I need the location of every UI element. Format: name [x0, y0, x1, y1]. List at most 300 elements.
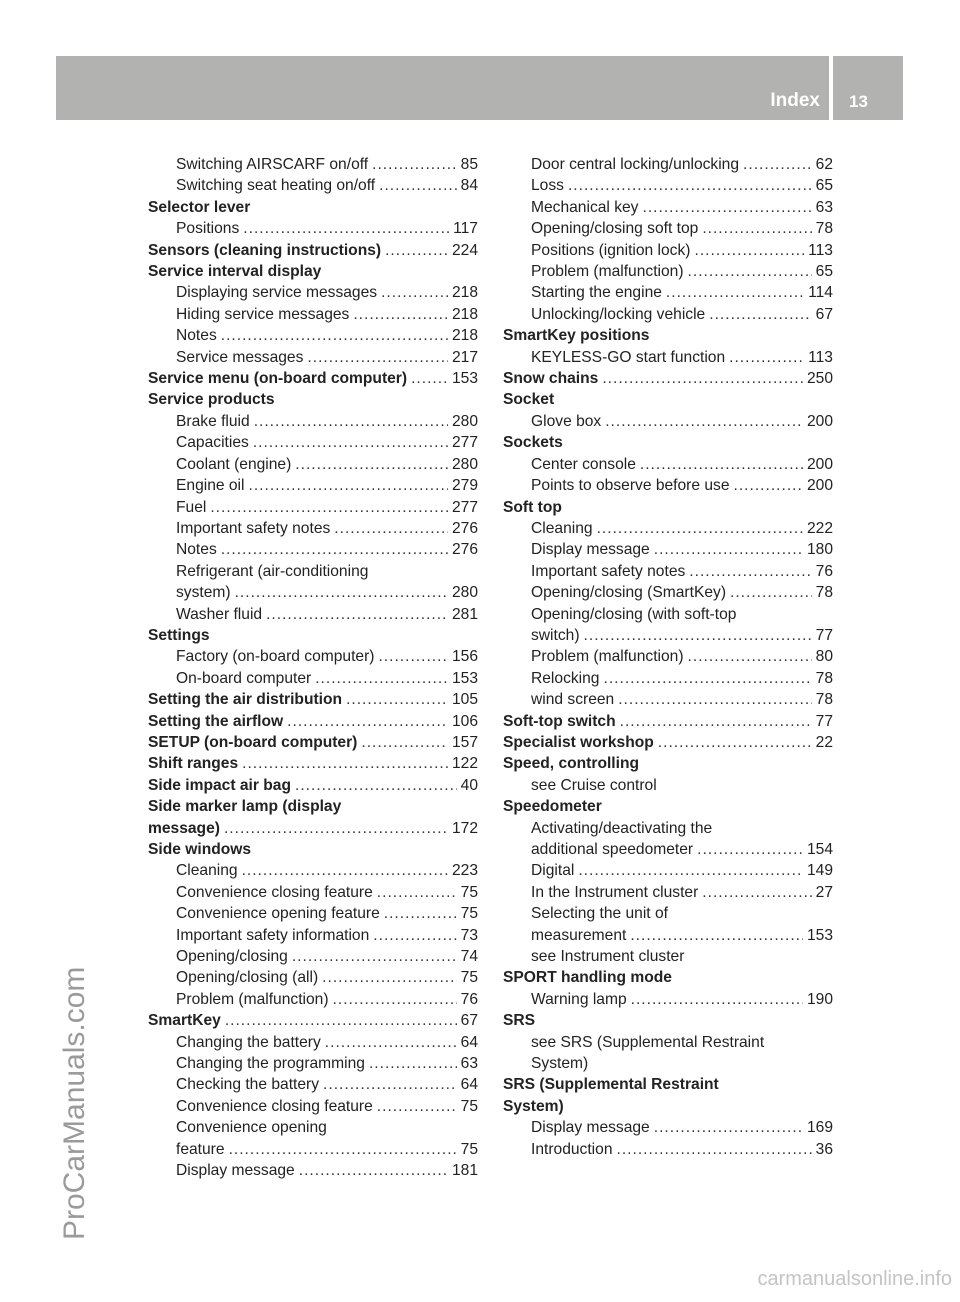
index-heading-entry [503, 1096, 833, 1117]
index-subentry [503, 668, 833, 689]
dot-leader [702, 882, 811, 903]
index-term: Opening/closing soft top [531, 220, 699, 238]
index-term: measurement [531, 926, 627, 944]
page-reference: 67 [815, 305, 833, 323]
dot-leader [584, 625, 812, 646]
index-subentry [148, 1096, 478, 1117]
index-term: Selector lever [148, 198, 251, 216]
page-reference: 223 [451, 862, 478, 880]
index-subentry [503, 218, 833, 239]
index-heading-entry [148, 625, 478, 646]
dot-leader [385, 240, 448, 261]
dot-leader [377, 1096, 457, 1117]
index-subentry [503, 261, 833, 282]
index-term: In the Instrument cluster [531, 883, 699, 901]
dot-leader [287, 711, 448, 732]
index-subentry [148, 860, 478, 881]
index-subentry [503, 882, 833, 903]
dot-leader [378, 646, 448, 667]
page-reference: 114 [808, 284, 833, 302]
page-reference: 63 [460, 1055, 478, 1073]
index-term: Displaying service messages [176, 284, 378, 302]
index-subentry [148, 282, 478, 303]
index-term: system) [176, 584, 231, 602]
index-term: wind screen [531, 691, 615, 709]
index-term: Convenience closing feature [176, 883, 373, 901]
index-subentry [148, 325, 478, 346]
index-term: Display message [176, 1162, 295, 1180]
index-subentry [503, 454, 833, 475]
index-term: additional speedometer [531, 841, 694, 858]
index-subentry [503, 1053, 833, 1074]
dot-leader [254, 411, 448, 432]
index-subentry [148, 539, 478, 560]
index-heading-entry [148, 1010, 478, 1031]
page-reference: 75 [460, 969, 478, 987]
page-reference: 222 [806, 519, 833, 537]
dot-leader [379, 175, 457, 196]
page-reference: 117 [453, 220, 478, 238]
page-reference: 78 [815, 584, 833, 602]
index-term: Selecting the unit of [531, 905, 668, 923]
index-term: Opening/closing (with soft-top [531, 605, 737, 623]
index-term: Glove box [531, 412, 602, 430]
index-term: Problem (malfunction) [531, 648, 684, 666]
index-subentry [148, 518, 478, 539]
index-subentry [148, 1160, 478, 1181]
page-reference: 75 [460, 1140, 478, 1158]
dot-leader [266, 604, 448, 625]
page-reference: 277 [451, 434, 478, 452]
index-subentry [148, 1032, 478, 1053]
index-term: Points to observe before use [531, 477, 730, 495]
page-reference: 75 [460, 905, 478, 923]
page-reference: 76 [815, 562, 833, 580]
index-subentry [503, 818, 833, 839]
dot-leader [734, 475, 803, 496]
dot-leader [597, 518, 803, 539]
dot-leader [295, 454, 448, 475]
dot-leader [210, 497, 448, 518]
index-subentry [148, 432, 478, 453]
dot-leader [381, 282, 448, 303]
index-heading-entry [148, 796, 478, 817]
index-term: Changing the battery [176, 1033, 321, 1051]
page-reference: 65 [815, 177, 833, 195]
dot-leader [568, 175, 812, 196]
page-reference: 280 [451, 412, 478, 430]
index-term: Switching AIRSCARF on/off [176, 156, 369, 173]
page-reference: 218 [451, 284, 478, 302]
index-term: Changing the programming [176, 1055, 365, 1073]
index-subentry [503, 304, 833, 325]
index-term: Opening/closing [176, 948, 288, 966]
dot-leader [323, 1074, 457, 1095]
index-term: Notes [176, 541, 217, 559]
dot-leader [243, 218, 449, 239]
page-reference: 63 [815, 198, 833, 216]
dot-leader [249, 475, 448, 496]
page-reference: 277 [451, 498, 478, 516]
index-term: Engine oil [176, 477, 245, 495]
page-reference: 106 [451, 712, 478, 730]
dot-leader [353, 304, 448, 325]
index-column-left [148, 154, 478, 1182]
page-reference: 75 [460, 883, 478, 901]
page-reference: 157 [451, 733, 478, 751]
page-reference: 153 [806, 926, 833, 944]
watermark-side: ProCarManuals.com [58, 966, 91, 1240]
index-subentry [503, 475, 833, 496]
index-heading-entry [148, 689, 478, 710]
index-term: Unlocking/locking vehicle [531, 305, 706, 323]
page-reference: 65 [815, 263, 833, 281]
index-heading-entry [503, 432, 833, 453]
page-reference: 62 [815, 156, 833, 173]
index-term: Cleaning [176, 862, 238, 880]
dot-leader [618, 689, 811, 710]
header-separator [829, 56, 833, 120]
index-term: Settings [148, 626, 210, 644]
page-reference: 180 [806, 541, 833, 559]
index-heading-entry [148, 753, 478, 774]
index-term: Display message [531, 1119, 650, 1137]
watermark-bottom: carmanualsonline.info [757, 1268, 952, 1290]
dot-leader [333, 989, 457, 1010]
dot-leader [689, 561, 811, 582]
index-heading-entry [503, 497, 833, 518]
index-heading-entry [148, 368, 478, 389]
index-term: Warning lamp [531, 990, 627, 1008]
index-term: KEYLESS-GO start function [531, 348, 726, 366]
index-term: Important safety notes [176, 519, 331, 537]
dot-leader [242, 753, 448, 774]
dot-leader [617, 1139, 812, 1160]
page-reference: 40 [460, 776, 478, 794]
page-reference: 250 [806, 370, 833, 388]
index-term: Coolant (engine) [176, 455, 292, 473]
index-term: feature [176, 1140, 225, 1158]
index-term: Opening/closing (SmartKey) [531, 584, 727, 602]
page-reference: 172 [451, 819, 478, 837]
index-subentry [503, 518, 833, 539]
index-subentry [148, 582, 478, 603]
index-term: Washer fluid [176, 605, 263, 623]
index-term: Setting the air distribution [148, 691, 343, 709]
index-heading-entry [148, 732, 478, 753]
dot-leader [709, 304, 811, 325]
index-subentry [148, 347, 478, 368]
page-reference: 276 [451, 519, 478, 537]
page-reference: 113 [808, 348, 833, 366]
index-term: Opening/closing (all) [176, 969, 319, 987]
index-term: Center console [531, 455, 636, 473]
page-reference: 200 [806, 412, 833, 430]
index-term: Hiding service messages [176, 305, 350, 323]
index-heading-entry [503, 967, 833, 988]
dot-leader [666, 282, 804, 303]
dot-leader [688, 646, 812, 667]
dot-leader [688, 261, 812, 282]
page-reference: 181 [451, 1162, 478, 1180]
page-reference: 84 [460, 177, 478, 195]
index-term: switch) [531, 626, 580, 644]
index-heading-entry [503, 1074, 833, 1095]
page-reference: 27 [815, 883, 833, 901]
page-reference: 77 [815, 626, 833, 644]
index-term: Checking the battery [176, 1076, 320, 1094]
index-term: Important safety information [176, 926, 370, 944]
dot-leader [229, 1139, 457, 1160]
index-term: Switching seat heating on/off [176, 177, 376, 195]
index-term: Specialist workshop [503, 733, 654, 751]
index-term: Sockets [503, 434, 563, 452]
dot-leader [307, 347, 448, 368]
index-term: Convenience closing feature [176, 1097, 373, 1115]
index-heading-entry [503, 368, 833, 389]
index-term: Cleaning [531, 519, 593, 537]
index-term: Soft top [503, 498, 562, 516]
index-subentry [503, 989, 833, 1010]
page-reference: 200 [806, 455, 833, 473]
dot-leader [642, 197, 811, 218]
dot-leader [372, 154, 457, 175]
index-subentry [503, 625, 833, 646]
index-subentry [148, 454, 478, 475]
index-subentry [148, 561, 478, 582]
index-subentry [503, 240, 833, 261]
index-term: Snow chains [503, 370, 599, 388]
index-subentry [148, 175, 478, 196]
index-term: Starting the engine [531, 284, 662, 302]
page-reference: 80 [815, 648, 833, 666]
index-subentry [148, 925, 478, 946]
index-subentry [503, 1032, 833, 1053]
index-term: message) [148, 819, 220, 837]
index-term: Refrigerant (air-conditioning [176, 562, 369, 580]
dot-leader [235, 582, 448, 603]
index-subentry [148, 604, 478, 625]
index-subentry [503, 197, 833, 218]
dot-leader [630, 925, 803, 946]
page-reference: 85 [460, 156, 478, 173]
dot-leader [224, 818, 448, 839]
page-reference: 73 [460, 926, 478, 944]
index-term: Activating/deactivating the [531, 819, 713, 837]
index-term: Display message [531, 541, 650, 559]
index-subentry [503, 1117, 833, 1138]
dot-leader [603, 668, 811, 689]
index-subentry [148, 1117, 478, 1138]
page-reference: 154 [806, 841, 833, 858]
index-subentry [503, 946, 833, 967]
dot-leader [658, 732, 812, 753]
page-reference: 67 [460, 1012, 478, 1030]
index-term: Soft-top switch [503, 712, 616, 730]
dot-leader [373, 925, 456, 946]
index-term: Side windows [148, 841, 252, 858]
dot-leader [384, 903, 457, 924]
page-reference: 78 [815, 669, 833, 687]
page-reference: 224 [451, 241, 478, 259]
index-term: Service products [148, 391, 275, 409]
index-term: Speedometer [503, 798, 602, 816]
dot-leader [295, 775, 457, 796]
page-number: 13 [849, 92, 868, 111]
page-reference: 218 [451, 327, 478, 345]
index-column-right [503, 154, 833, 1160]
index-subentry [148, 1053, 478, 1074]
index-term: Loss [531, 177, 564, 195]
page-reference: 276 [451, 541, 478, 559]
page-reference: 75 [460, 1097, 478, 1115]
index-heading-entry [503, 1010, 833, 1031]
index-term: Mechanical key [531, 198, 639, 216]
index-subentry [503, 1139, 833, 1160]
index-subentry [503, 775, 833, 796]
index-term: Factory (on-board computer) [176, 648, 375, 666]
index-subentry [148, 1074, 478, 1095]
page-reference: 153 [451, 370, 478, 388]
index-heading-entry [503, 753, 833, 774]
dot-leader [221, 325, 448, 346]
index-subentry [503, 646, 833, 667]
dot-leader [346, 689, 448, 710]
dot-leader [299, 1160, 448, 1181]
index-heading-entry [148, 240, 478, 261]
dot-leader [292, 946, 457, 967]
page-reference: 105 [451, 691, 478, 709]
dot-leader [743, 154, 812, 175]
index-term: Socket [503, 391, 555, 409]
page-title: Index [770, 90, 820, 111]
page-reference: 169 [806, 1119, 833, 1137]
index-subentry [503, 582, 833, 603]
index-term: Problem (malfunction) [531, 263, 684, 281]
page-reference: 280 [451, 584, 478, 602]
dot-leader [361, 732, 448, 753]
index-subentry [148, 882, 478, 903]
index-subentry [148, 946, 478, 967]
index-term: see SRS (Supplemental Restraint [531, 1033, 765, 1051]
index-term: On-board computer [176, 669, 312, 687]
dot-leader [702, 218, 811, 239]
index-term: SETUP (on-board computer) [148, 733, 358, 751]
index-heading-entry [148, 839, 478, 860]
index-subentry [503, 903, 833, 924]
index-term: Setting the airflow [148, 712, 284, 730]
index-term: Capacities [176, 434, 249, 452]
index-term: Convenience opening feature [176, 905, 380, 923]
index-subentry [503, 561, 833, 582]
index-subentry [148, 154, 478, 175]
page-reference: 36 [815, 1140, 833, 1158]
index-subentry [148, 668, 478, 689]
page-reference: 77 [815, 712, 833, 730]
dot-leader [377, 882, 457, 903]
index-term: SmartKey positions [503, 327, 650, 345]
page-reference: 113 [808, 241, 833, 259]
page-reference: 22 [815, 733, 833, 751]
index-subentry [148, 218, 478, 239]
index-term: Positions (ignition lock) [531, 241, 691, 259]
index-subentry [148, 475, 478, 496]
dot-leader [602, 368, 803, 389]
page-reference: 200 [806, 477, 833, 495]
index-heading-entry [503, 389, 833, 410]
index-heading-entry [148, 711, 478, 732]
index-term: System) [531, 1055, 589, 1073]
index-subentry [503, 154, 833, 175]
dot-leader [729, 347, 804, 368]
index-term: Service messages [176, 348, 304, 366]
index-term: Sensors (cleaning instructions) [148, 241, 382, 259]
index-subentry [148, 411, 478, 432]
page-reference: 156 [451, 648, 478, 666]
index-term: System) [503, 1097, 564, 1115]
index-term: Service menu (on-board computer) [148, 370, 408, 388]
page-reference: 64 [460, 1076, 478, 1094]
dot-leader [694, 240, 804, 261]
page-reference: 78 [815, 220, 833, 238]
index-term: Brake fluid [176, 412, 250, 430]
index-subentry [503, 860, 833, 881]
index-term: Service interval display [148, 263, 322, 281]
dot-leader [620, 711, 812, 732]
page-reference: 64 [460, 1033, 478, 1051]
index-term: SRS (Supplemental Restraint [503, 1076, 719, 1094]
index-term: Digital [531, 862, 575, 880]
index-term: see Instrument cluster [531, 948, 685, 966]
index-subentry [503, 925, 833, 946]
index-heading-entry [503, 732, 833, 753]
dot-leader [315, 668, 448, 689]
index-term: Notes [176, 327, 217, 345]
page-reference: 149 [806, 862, 833, 880]
dot-leader [730, 582, 812, 603]
index-term: see Cruise control [531, 776, 657, 794]
dot-leader [221, 539, 448, 560]
dot-leader [640, 454, 803, 475]
index-term: Shift ranges [148, 755, 239, 773]
dot-leader [242, 860, 448, 881]
index-heading-entry [503, 711, 833, 732]
index-subentry [148, 903, 478, 924]
dot-leader [654, 1117, 803, 1138]
page-reference: 78 [815, 691, 833, 709]
index-heading-entry [148, 775, 478, 796]
index-term: Important safety notes [531, 562, 686, 580]
dot-leader [411, 368, 448, 389]
index-subentry [148, 967, 478, 988]
index-term: Relocking [531, 669, 600, 687]
index-subentry [503, 411, 833, 432]
page-reference: 76 [460, 990, 478, 1008]
index-subentry [503, 175, 833, 196]
index-term: Introduction [531, 1140, 613, 1158]
page-reference: 218 [451, 305, 478, 323]
index-subentry [503, 839, 833, 860]
dot-leader [578, 860, 803, 881]
dot-leader [253, 432, 448, 453]
dot-leader [225, 1010, 457, 1031]
page-reference: 153 [451, 669, 478, 687]
page-reference: 281 [451, 605, 478, 623]
index-heading-entry [148, 197, 478, 218]
index-term: Door central locking/unlocking [531, 156, 740, 173]
index-term: Speed, controlling [503, 755, 640, 773]
index-heading-entry [503, 325, 833, 346]
